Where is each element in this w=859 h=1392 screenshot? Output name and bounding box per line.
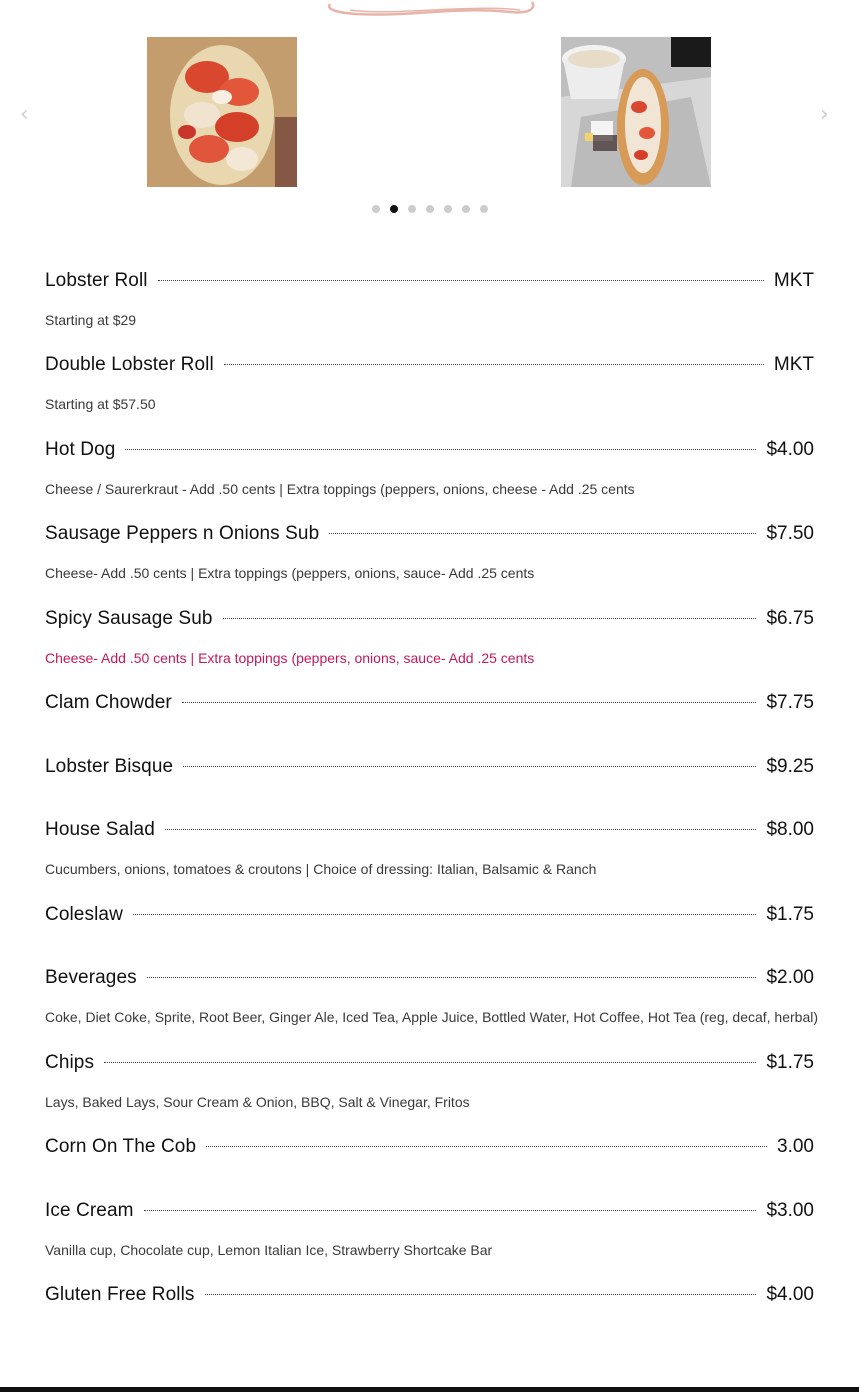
carousel-dot[interactable] (426, 205, 434, 213)
dotted-leader (133, 914, 757, 915)
menu-item-name: Hot Dog (45, 439, 116, 460)
menu-item-price: $1.75 (766, 1052, 814, 1073)
menu-item-spicy-sausage-sub (45, 608, 814, 666)
dotted-leader (183, 766, 756, 767)
menu-item-price: $2.00 (766, 967, 814, 988)
menu-item-name: Lobster Bisque (45, 756, 174, 777)
menu-item-name: Coleslaw (45, 904, 123, 925)
menu-item-name: Clam Chowder (45, 692, 172, 713)
menu-item-name: Ice Cream (45, 1200, 134, 1221)
menu-item-hot-dog (45, 439, 814, 497)
menu-item-corn-on-the-cob (45, 1136, 814, 1170)
menu-item-price: MKT (773, 270, 814, 291)
menu-item-name: Lobster Roll (45, 270, 148, 291)
menu-item-description: Cheese / Saurerkraut - Add .50 cents | Extra toppings (peppers, onions, cheese - Add .25 cents (45, 481, 635, 497)
menu-item-name: Chips (45, 1052, 95, 1073)
menu-item-price: $6.75 (766, 608, 814, 629)
menu-item-name: Double Lobster Roll (45, 354, 214, 375)
carousel-dot[interactable] (462, 205, 470, 213)
lobster-roll-photo (147, 37, 297, 187)
dotted-leader (329, 533, 756, 534)
menu-item-description: Cucumbers, onions, tomatoes & croutons | Choice of dressing: Italian, Balsamic & Ranch (45, 861, 597, 877)
menu-item-description: Coke, Diet Coke, Sprite, Root Beer, Ginger Ale, Iced Tea, Apple Juice, Bottled Water, Hot Coffee, Hot Tea (reg, decaf, herbal) (45, 1009, 819, 1025)
menu-item-description: Starting at $29 (45, 312, 137, 328)
carousel-dot[interactable] (444, 205, 452, 213)
menu-item-sausage-peppers-onions-sub (45, 523, 814, 581)
dotted-leader (224, 364, 764, 365)
menu-item-description: Lays, Baked Lays, Sour Cream & Onion, BBQ, Salt & Vinegar, Fritos (45, 1094, 470, 1110)
menu-item-house-salad (45, 819, 814, 877)
menu-item-price: MKT (773, 354, 814, 375)
dotted-leader (182, 702, 757, 703)
menu-item-lobster-roll (45, 270, 814, 328)
menu-item-price: $4.00 (766, 439, 814, 460)
chevron-right-icon[interactable]: › (820, 102, 829, 127)
carousel-dot[interactable] (480, 205, 488, 213)
menu-item-name: Sausage Peppers n Onions Sub (45, 523, 320, 544)
menu-item-double-lobster-roll (45, 354, 814, 412)
image-carousel (0, 0, 859, 230)
menu-item-description: Cheese- Add .50 cents | Extra toppings (peppers, onions, sauce- Add .25 cents (45, 565, 535, 581)
carousel-pagination (372, 205, 488, 213)
menu-item-name: Spicy Sausage Sub (45, 608, 213, 629)
menu-item-name: Corn On The Cob (45, 1136, 197, 1157)
menu-item-price: 3.00 (777, 1136, 814, 1157)
lobster-roll-chowder-photo (561, 37, 711, 187)
menu-item-price: $8.00 (766, 819, 814, 840)
dotted-leader (158, 280, 764, 281)
dotted-leader (144, 1210, 757, 1211)
dotted-leader (125, 449, 756, 450)
menu-item-description: Vanilla cup, Chocolate cup, Lemon Italian Ice, Strawberry Shortcake Bar (45, 1242, 493, 1258)
dotted-leader (205, 1294, 757, 1295)
menu-item-lobster-bisque (45, 756, 814, 790)
menu-item-description-highlighted[interactable]: Cheese- Add .50 cents | Extra toppings (peppers, onions, sauce- Add .25 cents (45, 650, 535, 666)
menu-item-gluten-free-rolls (45, 1284, 814, 1318)
menu-item-chips (45, 1052, 814, 1110)
menu-item-price: $7.50 (766, 523, 814, 544)
carousel-dot[interactable] (408, 205, 416, 213)
carousel-dot-active[interactable] (390, 205, 398, 213)
menu-item-description: Starting at $57.50 (45, 396, 156, 412)
menu-item-clam-chowder (45, 692, 814, 726)
dotted-leader (206, 1146, 767, 1147)
carousel-slide-lobster-roll[interactable] (147, 37, 297, 187)
menu-item-ice-cream (45, 1200, 814, 1258)
dotted-leader (104, 1062, 756, 1063)
menu-item-price: $9.25 (766, 756, 814, 777)
chevron-left-icon[interactable]: ‹ (20, 102, 29, 127)
menu-item-name: House Salad (45, 819, 155, 840)
footer-bar (0, 1387, 859, 1392)
dotted-leader (147, 977, 757, 978)
menu-item-name: Beverages (45, 967, 137, 988)
dotted-leader (223, 618, 757, 619)
menu-item-price: $3.00 (766, 1200, 814, 1221)
menu-item-coleslaw (45, 904, 814, 938)
menu-item-beverages (45, 967, 819, 1025)
menu-item-price: $1.75 (766, 904, 814, 925)
carousel-slide-lobster-roll-with-chowder[interactable] (561, 37, 711, 187)
menu-item-price: $4.00 (766, 1284, 814, 1305)
dotted-leader (165, 829, 757, 830)
menu-item-price: $7.75 (766, 692, 814, 713)
menu-item-name: Gluten Free Rolls (45, 1284, 195, 1305)
carousel-dot[interactable] (372, 205, 380, 213)
